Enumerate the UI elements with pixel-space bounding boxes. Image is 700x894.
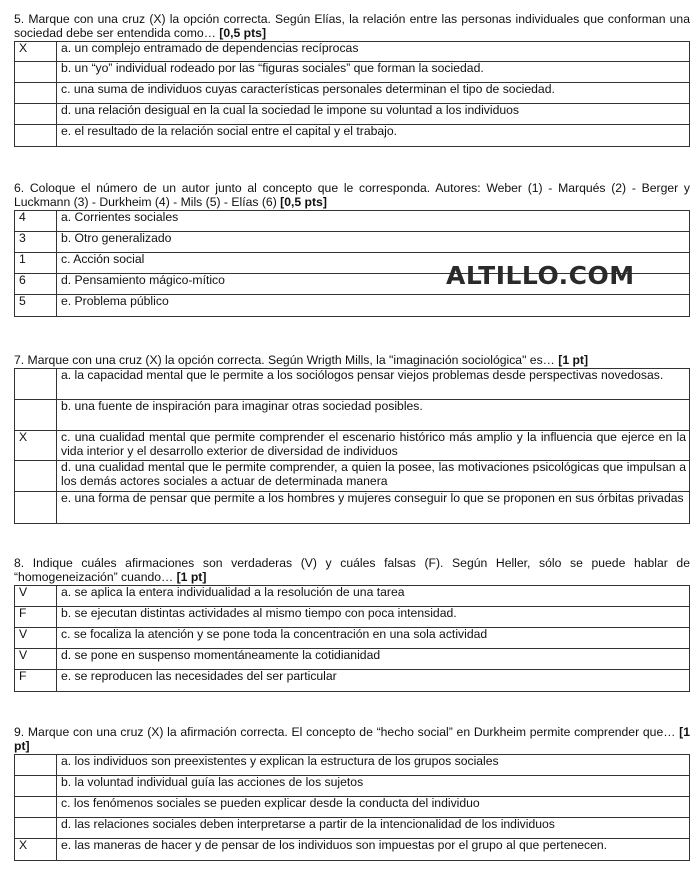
option-a: a. un complejo entramado de dependencias recíprocas — [57, 42, 690, 62]
table-row — [15, 42, 690, 62]
table-row — [15, 211, 690, 232]
table-row — [15, 125, 690, 147]
option-a: a. los individuos son preexistentes y explican la estructura de los grupos sociales — [57, 755, 690, 776]
table-row — [15, 839, 690, 861]
table-row — [15, 295, 690, 317]
answer-cell[interactable] — [15, 776, 57, 797]
table-row — [15, 62, 690, 83]
question-9-prompt: 9. Marque con una cruz (X) la afirmación correcta. El concepto de “hecho social” en Durkheim permite comprender que… [1 pt] — [14, 725, 691, 753]
question-9 — [14, 725, 690, 861]
option-c: c. una cualidad mental que permite comprender el escenario histórico más amplio y la influencia que ejerce en la vida interior y el desarrollo exterior de diversidad de individuos — [57, 431, 690, 461]
answer-cell[interactable] — [15, 818, 57, 839]
question-8-table — [14, 585, 690, 692]
option-d: d. Pensamiento mágico-mítico — [57, 274, 690, 295]
option-e: e. una forma de pensar que permite a los hombres y mujeres conseguir lo que se proponen en sus órbitas privadas — [57, 492, 690, 524]
answer-cell[interactable]: X — [15, 839, 57, 861]
answer-cell[interactable]: F — [15, 670, 57, 692]
table-row — [15, 797, 690, 818]
table-row — [15, 369, 690, 400]
question-7-prompt: 7. Marque con una cruz (X) la opción correcta. Según Wrigth Mills, la "imaginación sociológica" es… [1 pt] — [14, 353, 589, 367]
table-row — [15, 232, 690, 253]
option-e: e. se reproducen las necesidades del ser particular — [57, 670, 690, 692]
option-d: d. una relación desigual en la cual la sociedad le impone su voluntad a los individuos — [57, 104, 690, 125]
option-c: c. una suma de individuos cuyas características personales determinan el tipo de sociedad. — [57, 83, 690, 104]
option-e: e. el resultado de la relación social entre el capital y el trabajo. — [57, 125, 690, 147]
question-6 — [14, 181, 690, 317]
answer-cell[interactable]: 1 — [15, 253, 57, 274]
answer-cell[interactable]: F — [15, 607, 57, 628]
table-row — [15, 776, 690, 797]
question-5-table — [14, 41, 690, 147]
table-row — [15, 649, 690, 670]
answer-cell[interactable]: V — [15, 586, 57, 607]
table-row — [15, 586, 690, 607]
answer-cell[interactable]: 6 — [15, 274, 57, 295]
answer-cell[interactable]: V — [15, 628, 57, 649]
option-a: a. la capacidad mental que le permite a los sociólogos pensar viejos problemas desde perspectivas novedosas. — [57, 369, 690, 400]
option-b: b. Otro generalizado — [57, 232, 690, 253]
answer-cell[interactable] — [15, 83, 57, 104]
answer-cell[interactable] — [15, 797, 57, 818]
question-8-prompt: 8. Indique cuáles afirmaciones son verdaderas (V) y cuáles falsas (F). Según Heller, sólo se puede hablar de “homogeneización” cuando… [1 pt] — [14, 556, 690, 584]
option-b: b. un “yo” individual rodeado por las “figuras sociales” que forman la sociedad. — [57, 62, 690, 83]
option-b: b. la voluntad individual guía las acciones de los sujetos — [57, 776, 690, 797]
option-d: d. se pone en suspenso momentáneamente la cotidianidad — [57, 649, 690, 670]
answer-cell[interactable] — [15, 62, 57, 83]
answer-cell[interactable] — [15, 461, 57, 492]
table-row — [15, 607, 690, 628]
option-d: d. las relaciones sociales deben interpretarse a partir de la intencionalidad de los individuos — [57, 818, 690, 839]
option-e: e. las maneras de hacer y de pensar de los individuos son impuestas por el grupo al que pertenecen. — [57, 839, 690, 861]
option-a: a. se aplica la entera individualidad a la resolución de una tarea — [57, 586, 690, 607]
option-b: b. una fuente de inspiración para imaginar otras sociedad posibles. — [57, 400, 690, 431]
answer-cell[interactable] — [15, 125, 57, 147]
question-6-prompt: 6. Coloque el número de un autor junto al concepto que le corresponda. Autores: Weber (1) - Marqués (2) - Berger y Luckmann (3) - Durkheim (4) - Mils (5) - Elías (6) [0,5 pts] — [14, 181, 690, 209]
table-row — [15, 670, 690, 692]
question-9-table — [14, 754, 690, 861]
question-8 — [14, 556, 690, 692]
table-row — [15, 492, 690, 524]
question-5-points: [0,5 pts] — [219, 26, 267, 40]
option-b: b. se ejecutan distintas actividades al mismo tiempo con poca intensidad. — [57, 607, 690, 628]
table-row — [15, 431, 690, 461]
answer-cell[interactable] — [15, 104, 57, 125]
question-5 — [14, 12, 690, 147]
table-row — [15, 628, 690, 649]
answer-cell[interactable]: X — [15, 42, 57, 62]
option-c: c. los fenómenos sociales se pueden explicar desde la conducta del individuo — [57, 797, 690, 818]
question-6-points: [0,5 pts] — [280, 195, 327, 209]
answer-cell[interactable] — [15, 492, 57, 524]
answer-cell[interactable]: 4 — [15, 211, 57, 232]
table-row — [15, 755, 690, 776]
question-7 — [14, 353, 690, 524]
question-8-points: [1 pt] — [176, 570, 207, 584]
option-a: a. Corrientes sociales — [57, 211, 690, 232]
option-d: d. una cualidad mental que le permite comprender, a quien la posee, las motivaciones psicológicas que impulsan a los demás actores sociales a actuar de determinada manera — [57, 461, 690, 492]
answer-cell[interactable]: 3 — [15, 232, 57, 253]
table-row — [15, 104, 690, 125]
table-row — [15, 400, 690, 431]
option-c: c. se focaliza la atención y se pone toda la concentración en una sola actividad — [57, 628, 690, 649]
answer-cell[interactable] — [15, 400, 57, 431]
question-9-points: [1 pt] — [14, 725, 691, 753]
answer-cell[interactable]: 5 — [15, 295, 57, 317]
answer-cell[interactable]: V — [15, 649, 57, 670]
table-row — [15, 818, 690, 839]
answer-cell[interactable] — [15, 755, 57, 776]
option-e: e. Problema público — [57, 295, 690, 317]
answer-cell[interactable] — [15, 369, 57, 400]
answer-cell[interactable]: X — [15, 431, 57, 461]
table-row — [15, 461, 690, 492]
watermark-logo: ALTILLO.COM — [446, 261, 635, 290]
option-c: c. Acción social — [57, 253, 690, 274]
question-7-points: [1 pt] — [558, 353, 589, 367]
table-row — [15, 83, 690, 104]
question-5-prompt: 5. Marque con una cruz (X) la opción correcta. Según Elías, la relación entre las personas individuales que conforman una sociedad debe ser entendida como… [0,5 pts] — [14, 12, 690, 40]
question-7-table — [14, 368, 690, 524]
